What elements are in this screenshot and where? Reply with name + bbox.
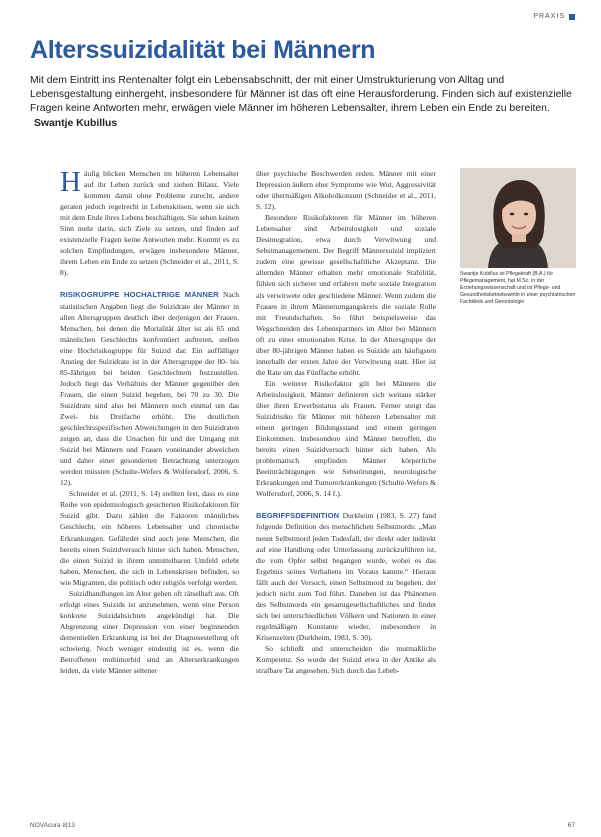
left-paragraph-4: Suizidhandlungen im Alter gehen oft rätselhaft aus. Oft erfolgt eines Suizids ist anzunehmen, wenn eine Person konkrete Suizidabsichten angekündigt hat. Die Abgrenzung einer Depression von einer beginnenden dementiellen Erkrankung ist bei der Diagnosestellung oft schwierig. Noch weniger eindeutig ist es, wenn die Betroffenen multimorbid sind an Alterserkrankungen leiden, da viele Männer seltener — [60, 588, 239, 676]
left-paragraph-1 — [60, 168, 239, 278]
mid-paragraph-4 — [256, 510, 436, 643]
mid-paragraph-5: So schließt und unterscheiden die mutmaßliche Kompetenz. So wurde der Suizid etwa in der Antike als strafbare Tat angesehen. Sich durch das Lebeh- — [256, 643, 436, 676]
section-rubric — [533, 13, 575, 20]
page-footer — [30, 822, 575, 829]
left-column — [60, 168, 239, 676]
mid-paragraph-3: Ein weiterer Risikofaktor gilt bei Männern die Arbeitslosigkeit. Männer definieren sich weitaus stärker über ihren Erwerbsstatus als Frauen. Ferner steigt das Suizidrisiko für Männer mit höheren Lebensalter mit einem geringen Bildungsstand und einem geringen Einkommen. Insbesondere sind Männer betroffen, die bereits einen Suizidversuch hinter sich haben. Als problematisch empfinden Männer körperliche Beeinträchtigungen wie Sehstörungen, neurologische Erkrankungen und Tumorerkrankungen (Schulte-Wefers & Wolfersdorf, 2006, S. 14 f.). — [256, 378, 436, 499]
article-title: Alterssuizidalität bei Männern — [30, 36, 376, 64]
mid-paragraph-2: Besondere Risikofaktoren für Männer im höheren Lebensalter sind Arbeitslosigkeit und soziale Desintegration, etwa durch Verwitwung und Sebstmanagemenent. Der Begriff Männersuizid impliziert zudem eine gewisse gesellschaftliche Akzeptanz. Die alternden Männer erhalten mehr emotionale Stabilität, fühlen sich sicherer und erfahren mehr soziale Integration als verwitwete oder geschiedene Männer. Wenn zudem die Frauen in ihrem Männerumgangskreis die soziale Rolle mit Freundschaften. So führt beispielsweise das Wegschneiden des Lebenspartners im Alter bei Männern oft zu einer emotionalen Krise. In der Altersgruppe der über 80-jährigen Männer haben es Suizide am häufigsten innerhalb der ersten Jahre der Verwitwung statt. Hier ist die Rate um das Fünffache erhöht. — [256, 213, 436, 377]
mid-p4-text: Durkheim (1983, S. 27) fand folgende Definition des menschlichen Selbstmords: „Man nennt Selbstmord jeden Todesfall, der direkt oder indirekt auf eine Handlung oder Unterlassung zurückzuführen ist, die vom Opfer selbst begangen wurde, wobei es das Ergebnis seines Verhaltens im Voraus kannte.“ Hieraus fällt auch der Versuch, einen Selbstmord zu begehen, der jedoch nicht zum Tod führt. Daneben ist das Phänomen des Selbstmords ein gesamtgesellschaftliches und findet sich bei unterschiedlichen Völkern und Nationen in einer regelmäßigen Konstante wieder, insbesondere in Krisenzeiten (Durkheim, 1983, S. 30). — [256, 511, 436, 642]
left-p1-text: äufig blicken Menschen im höheren Lebensalter auf ihr Leben zurück und ziehen Bilanz. Viele kommen damit ohne Probleme zurecht, andere geraten jedoch regelrecht in Lebenskrisen, wenn sie sich mit dem Ende ihres Lebens beschäftigen. Sie sehen keinen Sinn mehr darin, sich Ziele zu setzen, und finden auf existenzielle Fragen keine Antworten mehr. Kommt es zu solchen Empfindungen, erwägen insbesondere Männer, ihrem Leben ein Ende zu setzen (Schneider et al., 2011, S. 8). — [60, 169, 239, 278]
photo-caption: Swantje Kubillus ist Pflegekraft (B.A.) für Pflegemanagement, hat M.Sc. in der Erziehungswissenschaft und ist Pflege- und Gesundheitsbetriebswirtin in einer psychiatrischen Fachklinik und Gerontologin — [460, 271, 576, 306]
rubric-label: PRAXIS — [533, 13, 565, 20]
article-intro — [30, 74, 578, 131]
left-paragraph-2 — [60, 289, 239, 488]
author-photo — [460, 168, 576, 268]
left-p2-text: Nach statistischen Angaben liegt die Suizidrate der Männer in allen Altersgruppen deutlich über derjenigen der Frauen. Menschen, bei denen die Mortalität älter ist als 65 und männlichen Geschlechts konfrontiert auftreten, stellen eine Hochrisikogruppe für Suizid dar. Ein auffälliger Anstieg der Suizidrate ist in der Altersgruppe der 80- bis 85-Jährigen bei beiden Geschlechtern festzustellen. Jedoch liegt das Verhältnis der Männer gegenüber den Frauen, die einen Suizid begehen, bei 70 zu 30. Die Suizidrate sind also bei Männern noch einmal um das Zwei- bis Dreifache erhöht. Die deutlichen geschlechtsspezifischen Abweichungen in den Suizidraten zeigen an, dass die Ursachen für und der Umgang mit Suizid bei Männern und Frauen voneinander abweichen und daher einer gesonderten Betrachtung unterzogen werden müssten (Schulte-Wefers & Wolfersdorf, 2006, S. 12). — [60, 290, 240, 488]
left-paragraph-3: Schneider et al. (2011, S. 14) stellten fest, dass es eine Reihe von epidemiologisch gesicherten Risikofaktoren für Suizid gibt. Dazu zählen die Faktoren männliches Geschlecht, ein höheres Lebensalter und chronische Erkrankungen. Gefährdet sind auch jene Menschen, die bereits einen Suizidversuch hinter sich haben. Menschen, die einen Suizid in ihrem unmittelbaren Umfeld erlebt haben, Menschen, die sich in Lebenskrisen befinden, so wie Migranten, die politisch oder religiös verfolgt werden. — [60, 489, 239, 587]
footer-page-number: 67 — [567, 822, 575, 829]
mid-paragraph-1: über psychische Beschwerden reden. Männer mit einer Depression äußern eher Symptome wie Wut, Aggressivität oder übermäßigen Alkoholkonsum (Schneider et al., 2011, S. 12). — [256, 169, 436, 212]
drop-cap: H — [60, 166, 81, 198]
rubric-square-icon — [569, 14, 575, 20]
middle-column — [256, 168, 436, 676]
subheading-risk-group: RISIKOGRUPPE HOCHALTRIGE MÄNNER — [60, 290, 219, 300]
intro-text: Mit dem Eintritt ins Rentenalter folgt ein Lebensabschnitt, der mit einer Umstrukturierung von Alltag und Lebensgestaltung einhergeht, insbesondere für Männer ist das oft eine Herausforderung. Finden sich auf existenzielle Fragen keine Antworten mehr, erwägen viele Männer im höheren Lebensalter, ihrem Leben ein Ende zu bereiten. — [30, 75, 572, 115]
article-author: Swantje Kubillus — [34, 117, 118, 129]
footer-journal: NOVAcura 8|13 — [30, 822, 75, 829]
subheading-definition: BEGRIFFSDEFINITION — [256, 511, 340, 521]
